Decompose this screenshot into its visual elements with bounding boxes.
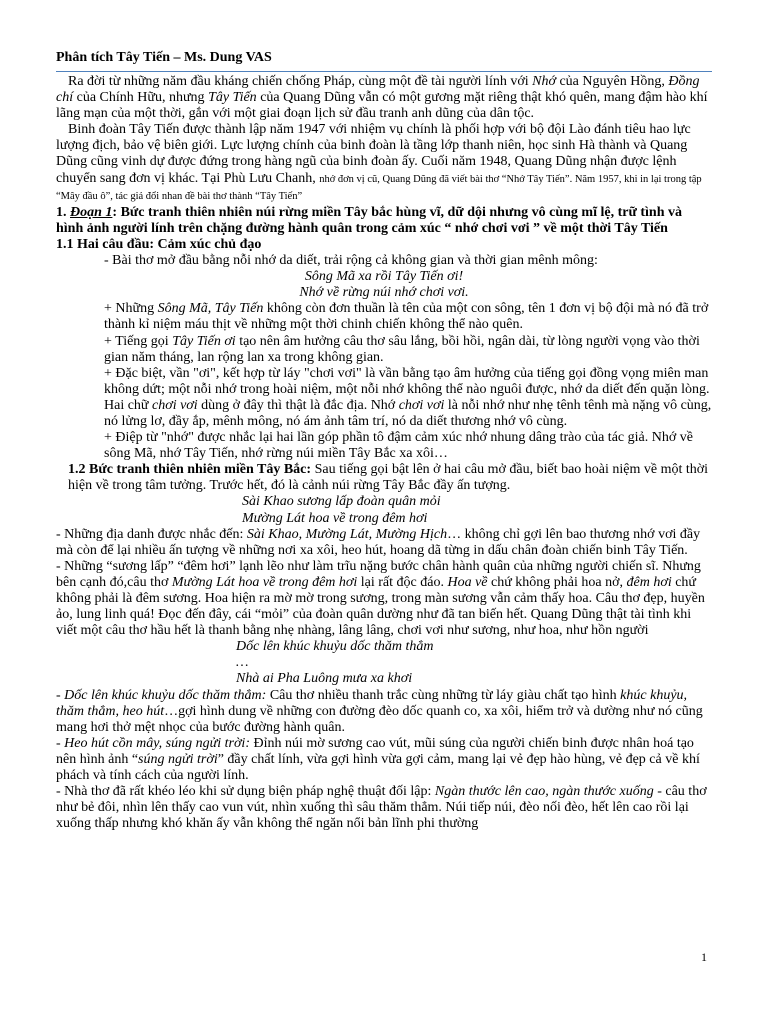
dash-item: - Heo hút cồn mây, súng ngửi trời: Đỉnh núi mờ sương cao vút, mũi súng của người chiến binh được nhân hoá tạo nên hình ảnh “súng ngửi trời” đầy chất lính, vừa gợi hình vừa gợi cảm, mang lại vẻ đẹp hào hùng, vẻ đẹp cả về khí phách và tính cách của người lính. xyxy=(56,735,700,784)
bullet-item: + Đặc biệt, vần "ơi", kết hợp từ láy "chơi vơi" là vần bằng tạo âm hưởng của tiếng gọi đồng vọng miên man không dứt; một nỗi nhớ trong hoài niệm, một nỗi nhớ không thể nào nguôi được, nhớ da diết đến quặn lòng. Hai chữ chơi vơi dùng ở đây thì thật là đắc địa. Nhớ chơi vơi là nỗi nhớ như nhẹ tênh tênh mà nặng vô cùng, nó lửng lơ, đầy ắp, mênh mông, nó ám ảnh tâm trí, nó da diết thương nhớ vô cùng. xyxy=(104,365,712,429)
page-number: 1 xyxy=(701,950,707,964)
subsection-1-2-heading: 1.2 Bức tranh thiên nhiên miền Tây Bắc: xyxy=(68,462,312,478)
document-body xyxy=(56,74,712,832)
dash-item: - Những địa danh được nhắc đến: Sài Khao, Mường Lát, Mường Hịch… không chỉ gợi lên bao thương nhớ vơi đầy mà còn để lại nhiều ấn tượng về những nơi xa xôi, heo hút, hoang dã từng in dấu chân đoàn chiến binh Tây Tiến. xyxy=(56,526,701,558)
bullet-item: + Những Sông Mã, Tây Tiến không còn đơn thuần là tên của một con sông, tên 1 đơn vị bộ đội mà nó đã trở thành kỉ niệm máu thịt về những một thời chinh chiến không thể nào quên. xyxy=(104,301,709,333)
verse-line: Mường Lát hoa về trong đêm hơi xyxy=(242,510,428,526)
section-1-heading: 1. Đoạn 1: Bức tranh thiên nhiên núi rừng miền Tây bắc hùng vĩ, dữ dội nhưng vô cùng mĩ lệ, trữ tình và hình ảnh người lính trên chặng đường hành quân trong cảm xúc “ nhớ chơi vơi ” về một thời Tây Tiến xyxy=(56,204,682,236)
subsection-1-1-lead: - Bài thơ mở đầu bằng nỗi nhớ da diết, trải rộng cả không gian và thời gian mênh mông: xyxy=(104,253,598,269)
bullet-item: + Điệp từ "nhớ" được nhắc lại hai lần góp phần tô đậm cảm xúc nhớ nhung dâng trào của tác giả. Nhớ về sông Mã, nhớ Tây Tiến, nhớ rừng núi miền Tây Bắc xa xôi… xyxy=(104,430,693,462)
dash-item: - Dốc lên khúc khuỷu dốc thăm thẳm: Câu thơ nhiều thanh trắc cùng những từ láy giàu chất tạo hình khúc khuỷu, thăm thẳm, heo hút…gợi hình dung về những con đường đèo dốc quanh co, xa xôi, hiểm trở và dường như nó cũng mang hơi thở mệt nhọc của bước đường hành quân. xyxy=(56,687,703,735)
verse-line: Nhớ về rừng núi nhớ chơi vơi. xyxy=(299,285,469,301)
subsection-1-2-paragraph: 1.2 Bức tranh thiên nhiên miền Tây Bắc: Sau tiếng gọi bật lên ở hai câu mở đầu, biết bao hoài niệm về một thời hiện về trong tâm tưởng. Trước hết, đó là cảnh núi rừng Tây Bắc đầy ấn tượng. xyxy=(68,462,709,494)
subsection-1-1-heading: 1.1 Hai câu đầu: Cảm xúc chủ đạo xyxy=(56,236,262,252)
intro-paragraph-2: Binh đoàn Tây Tiến được thành lập năm 1947 với nhiệm vụ chính là phối hợp với bộ đội Lào đánh tiêu hao lực lượng địch, bảo vệ biên giới. Lực lượng chính của binh đoàn là tầng lớp thanh niên, học sinh Hà thành và Quang Dũng cũng vinh dự được đứng trong hàng ngũ của binh đoàn ấy. Cuối năm 1948, Quang Dũng nhận được lệnh chuyển sang đơn vị khác. Tại Phù Lưu Chanh, nhớ đơn vị cũ, Quang Dũng đã viết bài thơ “Nhớ Tây Tiến”. Năm 1957, khi in lại trong tập “Mây đầu ô”, tác giả đổi nhan đề bài thơ thành “Tây Tiến” xyxy=(56,122,702,202)
bullet-item: + Tiếng gọi Tây Tiến ơi tạo nên âm hưởng câu thơ sâu lắng, bồi hồi, ngân dài, từ lòng người vọng vào thời gian năm tháng, lan rộng lan xa trong không gian. xyxy=(104,333,700,365)
dash-item: - Những “sương lấp” “đêm hơi” lạnh lẽo như làm trĩu nặng bước chân hành quân của những người chiến sĩ. Nhưng bên cạnh đó,câu thơ Mường Lát hoa về trong đêm hơi lại rất độc đáo. Hoa về chứ không phải hoa nở, đêm hơi chứ không phải là đêm sương. Hoa hiện ra mờ mờ trong sương, trong màn sương vẫn cảm thấy hoa. Câu thơ đẹp, huyền ảo, lung linh quá! Đọc đến đây, cái “mỏi” của đoàn quân dường như đã tan biến hết. Quang Dũng thật tài tình khi viết một câu thơ hầu hết là thanh bằng nhẹ nhàng, lâng lâng, chơi vơi như sương, như hoa, như hồn người xyxy=(56,558,705,639)
verse-ellipsis: … xyxy=(236,655,249,671)
header-rule xyxy=(56,71,712,72)
dash-item: - Nhà thơ đã rất khéo léo khi sử dụng biện pháp nghệ thuật đối lập: Ngàn thước lên cao, ngàn thước xuống - câu thơ như bẻ đôi, nhìn lên thấy cao vun vút, nhìn xuống thì sâu thăm thẳm. Núi tiếp núi, đèo nối đèo, hết lên cao rồi lại xuống thấp nhưng khó khăn ấy vẫn không thể ngăn nổi bản lĩnh phi thường xyxy=(56,784,707,832)
verse-line: Dốc lên khúc khuỷu dốc thăm thẳm xyxy=(236,639,434,655)
verse-line: Nhà ai Pha Luông mưa xa khơi xyxy=(236,671,413,687)
page-header: Phân tích Tây Tiến – Ms. Dung VAS xyxy=(56,50,272,65)
verse-line: Sài Khao sương lấp đoàn quân mỏi xyxy=(242,494,441,510)
intro-paragraph-1: Ra đời từ những năm đầu kháng chiến chống Pháp, cùng một đề tài người lính với Nhớ của Nguyên Hồng, Đồng chí của Chính Hữu, nhưng Tây Tiến của Quang Dũng vẫn có một gương mặt riêng thật khó quên, mang đậm hào khí lãng mạn của một thời, gắn với một giai đoạn lịch sử đầu tranh anh dũng của dân tộc. xyxy=(56,74,708,122)
verse-line: Sông Mã xa rồi Tây Tiến ơi! xyxy=(304,269,464,285)
